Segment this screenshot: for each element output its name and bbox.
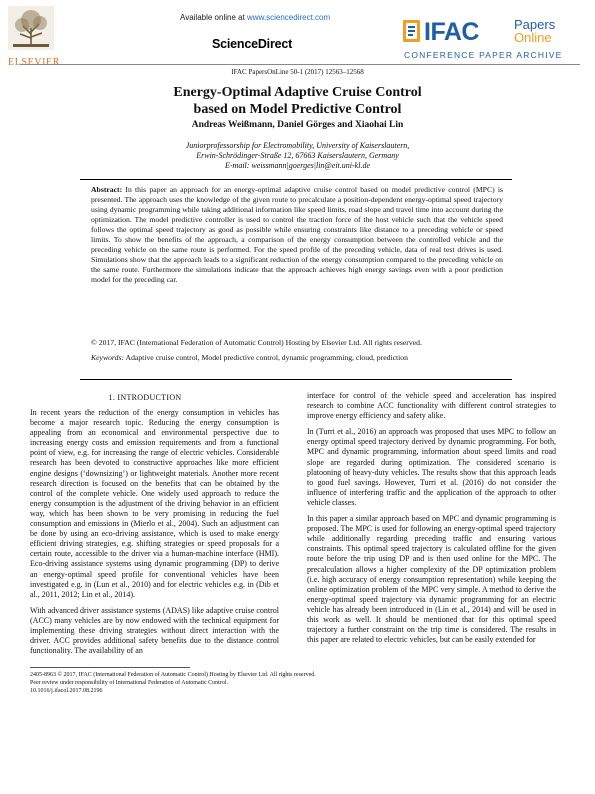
paper-title: [0, 84, 595, 118]
elsevier-logo: [8, 6, 60, 68]
ifac-papers-online: [514, 18, 555, 44]
elsevier-tree-icon: [8, 6, 54, 50]
ifac-logo-icon: [402, 18, 422, 44]
title-line-1: Energy-Optimal Adaptive Cruise Control: [173, 85, 422, 100]
abstract: [91, 185, 503, 285]
available-prefix: Available online at: [180, 13, 248, 22]
header-divider: [20, 64, 580, 65]
keywords-text: Adaptive cruise control, Model predictive control, dynamic programming, cloud, prediction: [124, 353, 408, 362]
journal-reference: IFAC PapersOnLine 50-1 (2017) 12563–12568: [231, 68, 364, 76]
section-heading-introduction: 1. INTRODUCTION: [108, 393, 182, 402]
abstract-text: In this paper an approach for an energy-optimal adaptive cruise control based on model predictive control (MPC) is presented. The approach uses the knowledge of the given route to precalculate a position-dependent energy-optimal speed trajectory using dynamic programming while taking additional information like speed limits, road slope and travel time into account during the optimization. The model predictive controller is used to control the traction force of the host vehicle such that the vehicle speed follows the optimal speed trajectory as good as possible while ensuring constraints like distance to a preceding vehicle or speed limits. To show the benefits of the approach, a comparison of the energy consumption between the controlled vehicle and the preceding vehicle on the same route is performed. For the speed profile of the preceding vehicle, data of real test drives is used. Simulations show that the approach leads to a significant reduction of the energy consumption compared to the preceding vehicle on the same route. Furthermore the simulations indicate that the approach achieves high energy savings even with a poor prediction model for the preceding car.: [91, 185, 503, 285]
intro-paragraph-1: In recent years the reduction of the energy consumption in vehicles has become a major research topic. Reducing the energy consumption is appealing from an economical and environmental perspective due to increasing energy costs and emission requirements and from a functional point of view, e.g. for increasing the range of electric vehicles. Considerable research has been devoted to constructive approaches like more efficient engine designs (‘downsizing’) or lightweight materials. Another more recent research direction is focused on the benefits that can be obtained by the control of the complete vehicle. One widely used approach to reduce the energy consumption is the adjustment of the driving behavior in an efficient way, which has been shown to be very promising in reducing the fuel consumption and emissions in (Mierlo et al., 2004). Such an adjustment can be done by using an eco-driving assistance, which is used to make energy efficient driving strategies, e.g. shifting strategies or speed proposals for a certain route, accessible to the driver via a human-machine interface (HMI). Eco-driving assistance systems using dynamic programming (DP) to derive an energy-optimal speed profile for conventional vehicles have been investigated e.g. in (Lun et al., 2010) and for electric vehicles e.g. in (Dib et al., 2011, 2012; Lin et al., 2014).: [30, 408, 279, 599]
intro-paragraph-3: interface for control of the vehicle speed and acceleration has inspired research to combine ACC functionality with different control strategies to improve energy efficiency and safety alike.: [307, 391, 556, 421]
elsevier-wordmark: ELSEVIER: [8, 57, 61, 68]
ifac-online: Online: [514, 30, 552, 45]
ifac-papers: Papers: [514, 17, 556, 32]
abstract-top-rule: [80, 179, 512, 180]
author-affiliation: [0, 141, 595, 171]
intro-paragraph-4: In (Turri et al., 2016) an approach was proposed that uses MPC to follow an energy optimal speed trajectory derived by dynamic programming. For both, MPC and dynamic programming, information about speed limits and road slope are regarded during optimization. The considered scenario is platooning of heavy-duty vehicles. The results show that this approach leads to good fuel savings. However, Turri et al. (2016) do not consider the influence of interfering traffic and the application of the approach to other vehicle classes.: [307, 427, 556, 507]
affiliation-email: E-mail: weissmann|goerges|lin@eit.uni-kl.de: [225, 161, 370, 170]
keywords-label: Keywords:: [91, 353, 125, 362]
footer-doi[interactable]: 10.1016/j.ifacol.2017.08.2196: [30, 687, 103, 694]
sciencedirect-link[interactable]: www.sciencedirect.com: [247, 13, 331, 22]
ifac-logo: [402, 18, 588, 62]
available-online: [180, 13, 330, 22]
footer-rule: [30, 667, 190, 668]
ifac-archive-tagline: CONFERENCE PAPER ARCHIVE: [404, 50, 563, 60]
abstract-label: Abstract:: [91, 185, 123, 194]
affiliation-line-1: Juniorprofessorship for Electromobility, University of Kaiserslautern,: [185, 141, 410, 150]
right-column: [307, 391, 556, 645]
keywords: [91, 353, 503, 364]
footer-peer-review: Peer review under responsibility of International Federation of Automatic Control.: [30, 679, 228, 686]
sciencedirect-wordmark: ScienceDirect: [212, 37, 293, 51]
title-line-2: based on Model Predictive Control: [193, 102, 402, 117]
ifac-wordmark: IFAC: [424, 18, 479, 46]
paper-authors: Andreas Weißmann, Daniel Görges and Xiaohai Lin: [191, 120, 404, 130]
left-column: [30, 408, 279, 656]
intro-paragraph-5: In this paper a similar approach based on MPC and dynamic programming is proposed. The MPC is used for following an energy-optimal speed trajectory while additionally regarding preceding traffic and ensuring various constraints. This optimal speed trajectory is calculated offline for the given route before the trip using DP and is then used online for the MPC. The precalculation allows a higher complexity of the DP optimization problem (i.e. high accuracy of energy consumption representation) while keeping the online optimization problem of the MPC very simple. A method to derive the energy-optimal speed trajectory via dynamic programming for an electric vehicle has already been introduced in (Lin et al., 2014) and will be used in this work as well. It should be mentioned that for this optimal speed trajectory a further constraint on the trip time is considered. The results in this paper are related to electric vehicles, but can be easily extended for: [307, 514, 556, 645]
page-footer: [30, 672, 316, 695]
abstract-bottom-rule: [80, 379, 512, 380]
footer-issn-copyright: 2405-8963 © 2017, IFAC (International Federation of Automatic Control) Hosting by Elsevier Ltd. All rights reserved.: [30, 672, 316, 678]
intro-paragraph-2: With advanced driver assistance systems (ADAS) like adaptive cruise control (ACC) many vehicles are by now endowed with the technical equipment for implementing these driving strategies without direct interaction with the driver. ACC provides additional safety benefits due to the distance control functionality. The availability of an: [30, 605, 279, 656]
affiliation-line-2: Erwin-Schrödinger-Straße 12, 67663 Kaiserslautern, Germany: [196, 151, 399, 160]
abstract-copyright: © 2017, IFAC (International Federation of Automatic Control) Hosting by Elsevier Ltd. All rights reserved.: [91, 338, 422, 347]
